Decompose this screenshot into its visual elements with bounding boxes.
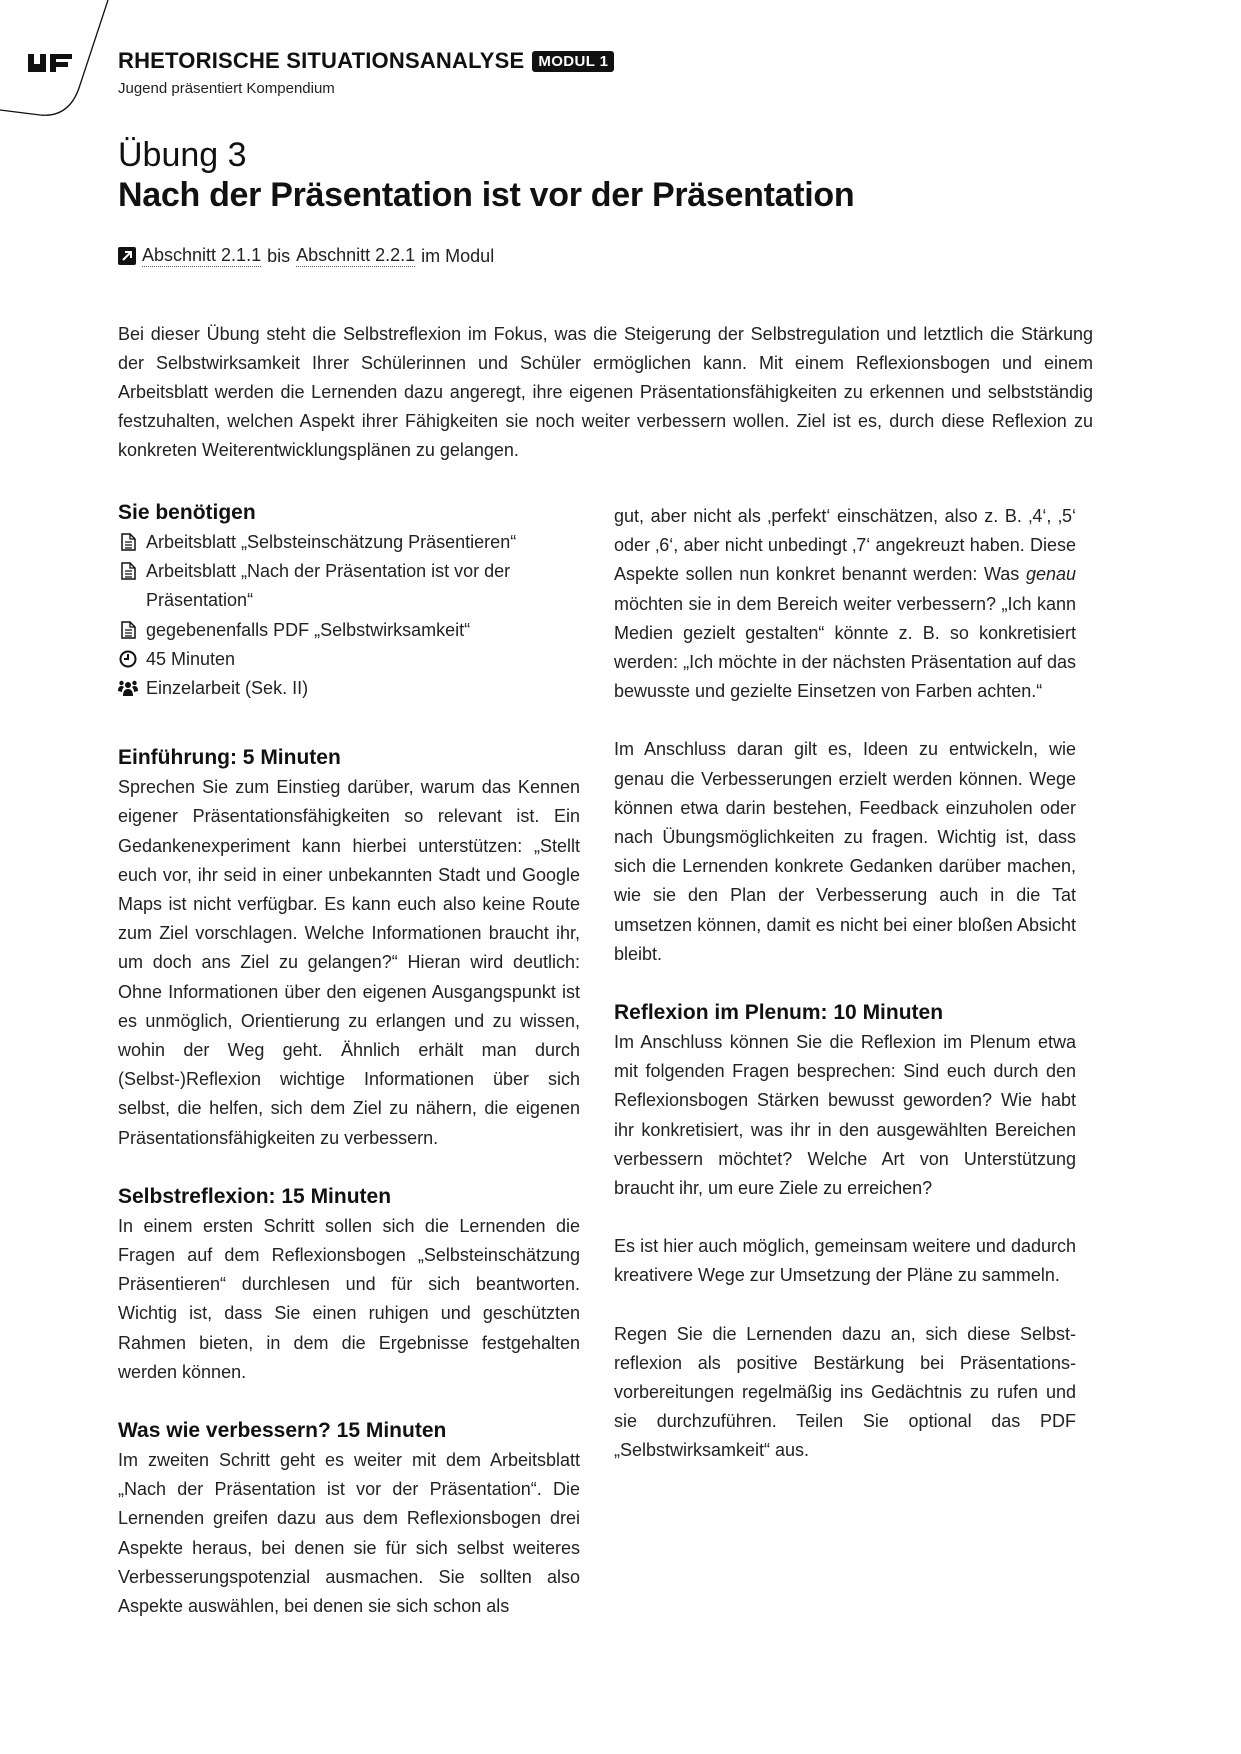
reference-suffix: im Modul: [421, 245, 495, 266]
section-link-2-2-1[interactable]: Abschnitt 2.2.1: [296, 245, 416, 265]
needs-list: [118, 528, 580, 703]
needs-item-text: Arbeitsblatt „Selbsteinschätzung Präsentieren“: [146, 532, 517, 552]
improve-text: Im zweiten Schritt geht es weiter mit dem Arbeitsblatt „Nach der Präsentation ist vor der Präsentation“. Die Lernenden greifen dazu aus dem Reflexionsbogen drei Aspekte heraus, bei denen sie für sich selbst weiteres Verbesserungspotenzial ausmachen. Sie sollten also Aspekte auswählen, bei denen sie sich schon als: [118, 1450, 580, 1617]
document-icon: [118, 616, 138, 639]
list-item: [118, 528, 580, 557]
left-column: [118, 498, 580, 1621]
improve-continuation: [614, 502, 1076, 706]
list-item: [118, 645, 580, 674]
plenum-heading: Reflexion im Plenum: 10 Minuten: [614, 1001, 944, 1025]
continuation-text: gut, aber nicht als ‚perfekt‘ einschätzen, also z. B. ‚4‘, ‚5‘ oder ‚6‘, aber nicht unbedingt ‚7‘ angekreuzt haben. Diese Aspekte sollen nun konkret benannt werden: Was: [614, 506, 1076, 585]
intro-phase-text: Sprechen Sie zum Einstieg darüber, warum das Kennen eigener Präsentationsfähigkeiten so relevant ist. Ein Gedankenexperiment kann hierbei unterstützen: „Stellt euch vor, ihr seid in einer unbekannten Stadt und Google Maps ist nicht verfügbar. Es kann euch also keine Route zum Ziel vorschlagen. Welche Informationen braucht ihr, um doch ans Ziel zu gelangen?“ Hieran wird deutlich: Ohne Informationen über den eigenen Ausgangspunkt ist es unmöglich, Orientierung zu erlangen und zu wissen, wohin der Weg geht. Ähnlich erhält man durch (Selbst-)Reflexion wichtige Informationen über sich selbst, die helfen, sich dem Ziel zu nähern, die eigenen Präsentationsfähigkeiten zu verbessern.: [118, 777, 580, 1148]
needs-heading: Sie benötigen: [118, 501, 256, 524]
group-icon: [118, 674, 138, 697]
document-header: [118, 48, 614, 74]
list-item: [118, 674, 580, 703]
needs-item-text: Einzelarbeit (Sek. II): [146, 678, 309, 699]
module-reference: [118, 245, 494, 267]
list-item: [118, 616, 580, 645]
self-reflection-heading: Selbstreflexion: 15 Minuten: [118, 1184, 392, 1208]
document-subtitle: Jugend präsentiert Kompendium: [118, 80, 335, 97]
intro-paragraph: Bei dieser Übung steht die Selbstreflexion im Fokus, was die Steigerung der Selbstregulation und letztlich die Stärkung der Selbstwirksamkeit Ihrer Schülerinnen und Schüler ermöglichen kann. Mit einem Reflexionsbogen und einem Arbeitsblatt werden die Lernenden dazu angeregt, ihre eigenen Präsentationsfähigkeiten zu erkennen und selbstständig festzuhalten, welchen Aspekt ihrer Fähigkeiten sie noch weiter verbessern wollen. Ziel ist es, durch diese Reflexion zu konkreten Weiterentwicklungsplänen zu gelangen.: [118, 324, 1093, 460]
clock-icon: [118, 645, 138, 668]
plenum-text: Im Anschluss können Sie die Reflexion im Plenum etwa mit folgenden Fragen besprechen: Sind euch durch den Reflexionsbogen Stärken bewusst geworden? Wie habt ihr konkretisiert, was ihr in den ausgewählten Bereichen verbessern möchtet? Welche Art von Unterstützung braucht ihr, um eure Ziele zu erreichen?: [614, 1032, 1076, 1199]
list-item: [118, 557, 580, 615]
module-badge: MODUL 1: [532, 51, 614, 72]
emphasis-genau: genau: [1025, 564, 1076, 585]
needs-item-text: 45 Minuten: [146, 648, 236, 669]
plenum-paragraph-2: Es ist hier auch möglich, gemeinsam weitere und dadurch kreativere Wege zur Umsetzung der Pläne zu sammeln.: [614, 1236, 1076, 1286]
plenum-paragraph-3: Regen Sie die Lernenden dazu an, sich diese Selbstreflexion als positive Bestärkung bei Präsentationsvorbereitungen regelmäßig ins Gedächtnis zu rufen und sie durchzuführen. Teilen Sie optional das PDF „Selbstwirksamkeit“ aus.: [614, 1323, 1076, 1461]
intro-phase-heading: Einführung: 5 Minuten: [118, 746, 341, 770]
improve-paragraph-2: Im Anschluss daran gilt es, Ideen zu entwickeln, wie genau die Verbesserungen erzielt werden können. Wege können etwa darin bestehen, Feedback einzuholen oder nach Übungsmöglichkeiten zu fragen. Wichtig ist, dass sich die Lernenden konkrete Gedanken darüber machen, wie sie den Plan der Verbesserung auch in die Tat umsetzen können, damit es nicht bei einer bloßen Absicht bleibt.: [614, 739, 1076, 964]
reference-between: bis: [267, 245, 291, 266]
external-link-arrow-icon[interactable]: [118, 247, 136, 265]
continuation-text-end: möchten sie in dem Bereich weiter verbessern? „Ich kann Medien gezielt gestalten“ könnte z. B. so konkretisiert werden: „Ich möchte in der nächsten Präsentation auf das bewusste und gezielte Einsetzen von Farben achten.“: [614, 593, 1076, 702]
document-icon: [118, 528, 138, 551]
self-reflection-text: In einem ersten Schritt sollen sich die Lernenden die Fragen auf dem Reflexionsbogen „Selbsteinschätzung Präsentieren“ durchlesen und für sich beantworten. Wichtig ist, dass Sie einen ruhigen und geschützten Rahmen bieten, in dem die Ergebnisse festgehalten werden können.: [118, 1215, 580, 1382]
right-column: [614, 502, 1076, 1466]
exercise-title: Nach der Präsentation ist vor der Präsentation: [118, 176, 855, 214]
exercise-number: Übung 3: [118, 136, 247, 174]
needs-item-text: Arbeitsblatt „Nach der Präsentation ist vor der Präsentation“: [146, 561, 511, 611]
improve-heading: Was wie verbessern? 15 Minuten: [118, 1419, 447, 1443]
document-icon: [118, 557, 138, 580]
jp-logo-icon: [26, 50, 74, 76]
document-title: RHETORISCHE SITUATIONSANALYSE: [118, 48, 525, 73]
needs-item-text: gegebenenfalls PDF „Selbstwirksamkeit“: [146, 619, 471, 640]
section-link-2-1-1[interactable]: Abschnitt 2.1.1: [142, 245, 262, 265]
